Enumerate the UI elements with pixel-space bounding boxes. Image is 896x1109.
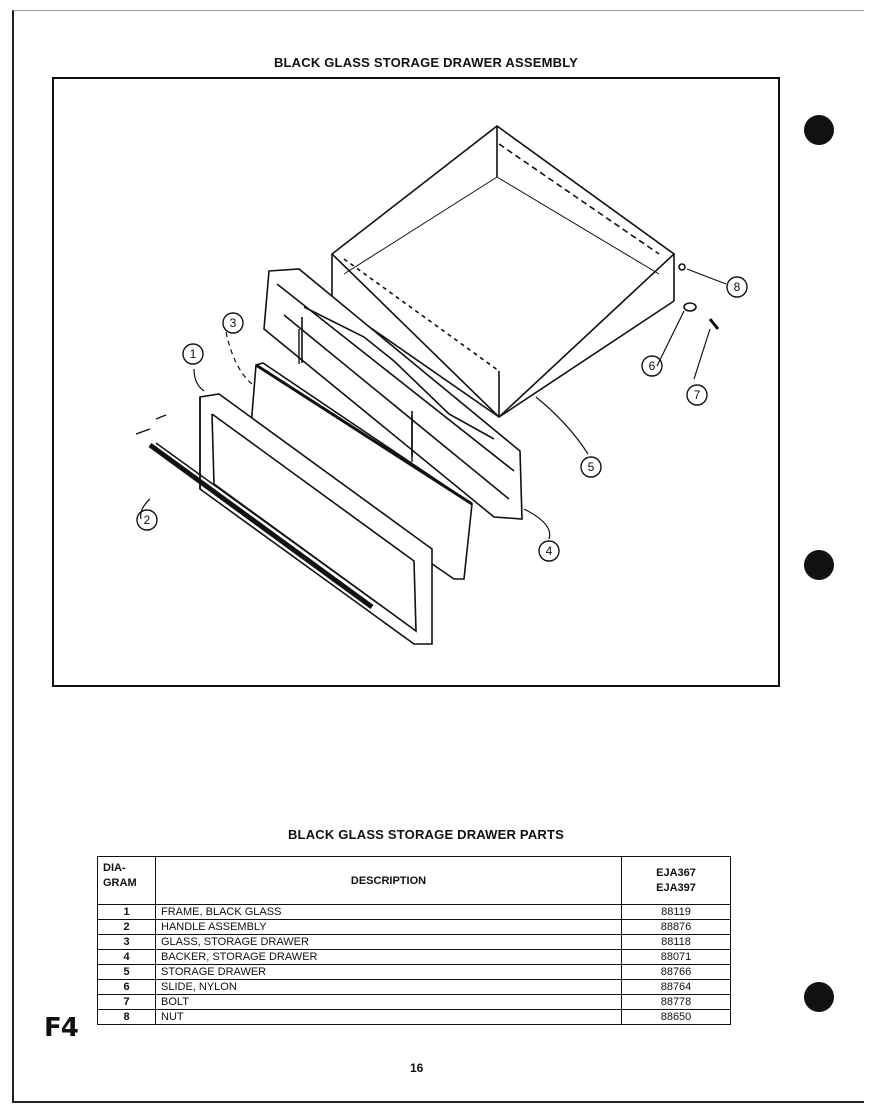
row-diagram-number: 7 — [98, 995, 156, 1010]
row-description: NUT — [156, 1010, 622, 1025]
row-description: SLIDE, NYLON — [156, 980, 622, 995]
header-model-line2: EJA397 — [656, 881, 696, 894]
header-model-line1: EJA367 — [656, 866, 696, 879]
header-model — [622, 857, 731, 905]
callout-4: 4 — [545, 544, 553, 558]
parts-table — [97, 856, 731, 1025]
table-row — [98, 965, 731, 980]
row-diagram-number: 4 — [98, 950, 156, 965]
binder-hole-bottom — [804, 982, 834, 1012]
row-diagram-number: 1 — [98, 905, 156, 920]
table-row — [98, 980, 731, 995]
row-part-number: 88119 — [622, 905, 731, 920]
callout-3: 3 — [229, 316, 237, 330]
header-diagram-line1: DIA- — [103, 862, 126, 874]
row-part-number: 88778 — [622, 995, 731, 1010]
row-part-number: 88650 — [622, 1010, 731, 1025]
header-diagram-line2: GRAM — [103, 877, 137, 889]
callout-1: 1 — [189, 347, 197, 361]
header-diagram — [98, 857, 156, 905]
table-row — [98, 920, 731, 935]
row-description: HANDLE ASSEMBLY — [156, 920, 622, 935]
table-row — [98, 1010, 731, 1025]
page-number: 16 — [410, 1061, 424, 1075]
table-row — [98, 995, 731, 1010]
row-description: BACKER, STORAGE DRAWER — [156, 950, 622, 965]
binder-hole-middle — [804, 550, 834, 580]
row-description: FRAME, BLACK GLASS — [156, 905, 622, 920]
row-description: GLASS, STORAGE DRAWER — [156, 935, 622, 950]
binder-hole-top — [804, 115, 834, 145]
table-row — [98, 905, 731, 920]
table-row — [98, 950, 731, 965]
row-diagram-number: 3 — [98, 935, 156, 950]
callout-5: 5 — [587, 460, 595, 474]
row-diagram-number: 5 — [98, 965, 156, 980]
row-diagram-number: 2 — [98, 920, 156, 935]
callout-8: 8 — [733, 280, 741, 294]
row-part-number: 88766 — [622, 965, 731, 980]
row-description: BOLT — [156, 995, 622, 1010]
exploded-diagram — [52, 77, 780, 687]
row-part-number: 88764 — [622, 980, 731, 995]
callout-7: 7 — [693, 388, 701, 402]
assembly-title: BLACK GLASS STORAGE DRAWER ASSEMBLY — [273, 55, 579, 70]
row-part-number: 88118 — [622, 935, 731, 950]
section-label: F4 — [44, 1013, 78, 1043]
drawer-drawing — [54, 79, 782, 689]
row-part-number: 88876 — [622, 920, 731, 935]
row-diagram-number: 6 — [98, 980, 156, 995]
table-row — [98, 935, 731, 950]
row-diagram-number: 8 — [98, 1010, 156, 1025]
parts-table-header — [98, 857, 731, 905]
header-description: DESCRIPTION — [156, 857, 622, 905]
callout-6: 6 — [648, 359, 656, 373]
callout-2: 2 — [143, 513, 151, 527]
row-part-number: 88071 — [622, 950, 731, 965]
parts-title: BLACK GLASS STORAGE DRAWER PARTS — [287, 827, 565, 842]
row-description: STORAGE DRAWER — [156, 965, 622, 980]
